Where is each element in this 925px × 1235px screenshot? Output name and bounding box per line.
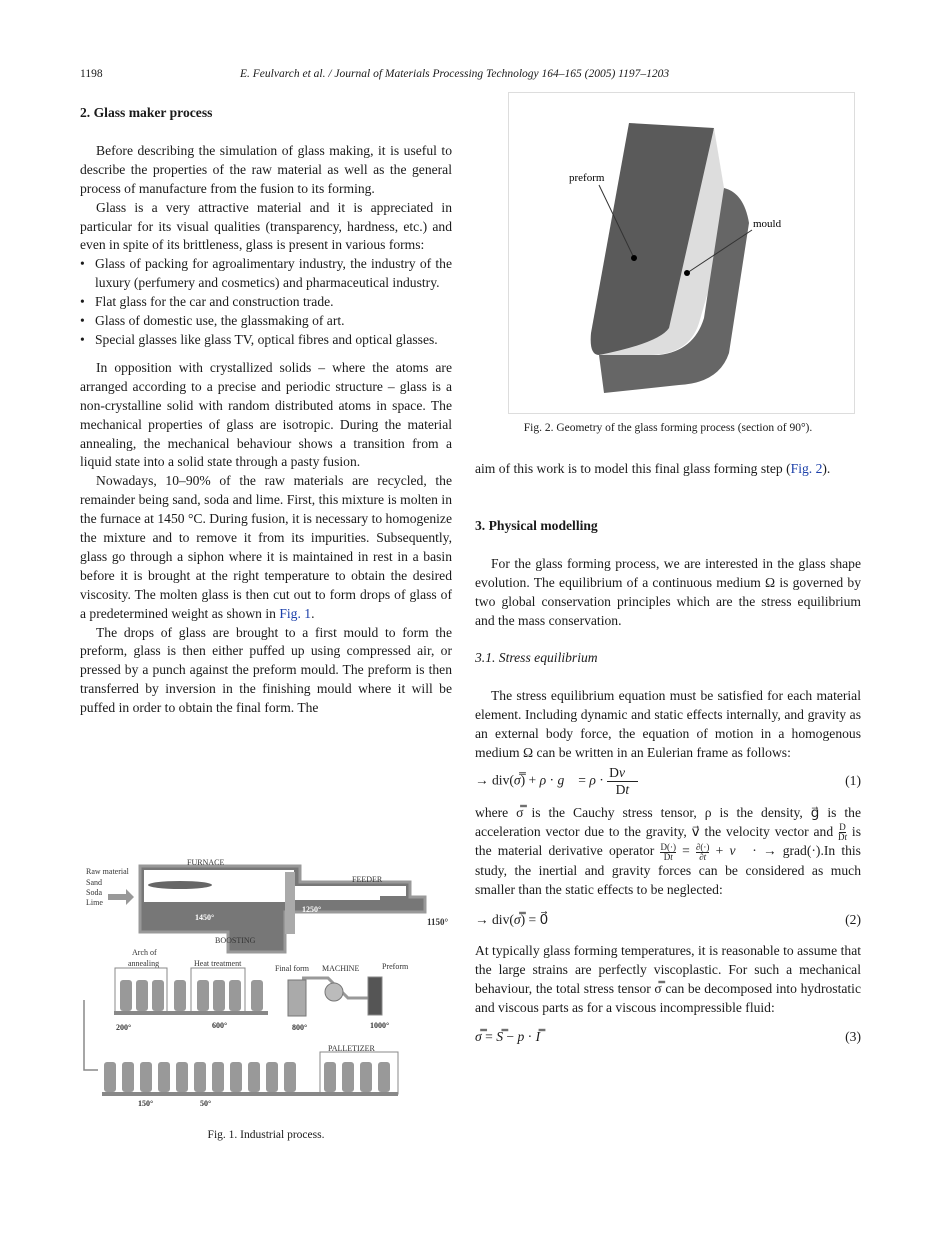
paragraph [80, 472, 452, 623]
fig1-link[interactable]: Fig. 1 [279, 605, 312, 621]
text: . [311, 605, 315, 621]
list-item: • Glass of packing for agroalimentary industry, the industry of the luxury (perfumery and cosmetics) and pharmaceutical industry. [95, 255, 452, 293]
paragraph: Before describing the simulation of glass making, it is useful to describe the properties of the raw material as well as the general process of manufacture from the fusion to its forming. [80, 142, 452, 196]
section-heading: 2. Glass maker process [80, 105, 213, 120]
final-mould [288, 980, 306, 1016]
fig1-label: 1150° [427, 917, 449, 927]
paragraph: The stress equilibrium equation must be satisfied for each material element. Including dynamic and static effects internally, and gravity as an external body force, the equation of motion in a homogenous medium Ω can be written in an Eulerian frame as follows: [475, 688, 861, 761]
bottles-row-2 [104, 1062, 390, 1092]
figure-2-geometry [509, 93, 854, 413]
fig1-label: 200° [116, 1023, 132, 1032]
figure-1-industrial-process [80, 852, 465, 1120]
figure-2-caption: Fig. 2. Geometry of the glass forming process (section of 90°). [523, 422, 813, 434]
figure-2-frame [508, 92, 855, 414]
paragraph: At typically glass forming temperatures, it is reasonable to assume that the large strains are perfectly viscoplastic. For such a mechanical behaviour, the total stress tensor σ̿ can be decomposed into hydrostatic and viscous parts as for a viscous incompressible fluid: [475, 943, 861, 1016]
equation-number: (3) [845, 1028, 861, 1044]
preform-dot [631, 255, 637, 261]
fig1-label: PALLETIZER [328, 1044, 375, 1053]
machine-wheel [325, 983, 343, 1001]
bullet-list [80, 255, 452, 350]
fig1-label: 1250° [302, 905, 322, 914]
right-column [475, 460, 861, 1047]
fig1-label: 800° [292, 1023, 308, 1032]
fig1-label: 150° [138, 1099, 154, 1108]
list-item: • Glass of domestic use, the glassmaking of art. [95, 312, 452, 331]
fig1-label: MACHINE [322, 964, 360, 973]
paragraph: where σ̿ is the Cauchy stress tensor, ρ is the density, g⃗ is the acceleration vector due to the gravity, v⃗ the velocity vector and $\frac{D}{Dt}$ is the material derivative operator $\frac{D(\cdot)}{Dt}$ = ∂(·) ∂t + v⃗ · → grad(·).In this study, the inertial and gravity forces can be considered as much smaller than the static effects to be neglected: [475, 804, 861, 897]
text: where σ̿ is the Cauchy stress tensor, ρ is the density, g⃗ is the acceleration vector due to the gravity, v⃗ the velocity vector and [475, 804, 861, 839]
mould-dot [684, 270, 690, 276]
fig1-label: Lime [86, 898, 103, 907]
fig1-label: 1450° [195, 913, 215, 922]
paragraph [475, 460, 861, 479]
arrow-icon [108, 889, 134, 905]
equation-2 [475, 911, 861, 930]
fig1-label: Raw material [86, 867, 129, 876]
fig1-label: 50° [200, 1099, 212, 1108]
fig1-label: 600° [212, 1021, 228, 1030]
fig2-link[interactable]: Fig. 2 [790, 461, 823, 476]
fig1-label: Preform [382, 962, 409, 971]
fig1-label: FEEDER [352, 875, 383, 884]
flame [148, 881, 212, 889]
preform-mould [368, 977, 382, 1015]
paragraph: Glass is a very attractive material and it is appreciated in particular for its visual qualities (transparency, hardness, etc.) and even in spite of its brittleness, glass is present in various forms: [80, 199, 452, 253]
wall [285, 872, 295, 934]
equation-body: → div(σ̿) = 0⃗ [475, 912, 549, 928]
figure-1-caption: Fig. 1. Industrial process. [207, 1129, 325, 1141]
fig1-label: Final form [275, 964, 309, 973]
fig1-label: FURNACE [187, 858, 225, 867]
conveyor [102, 1092, 398, 1096]
list-item: • Flat glass for the car and construction trade. [95, 293, 452, 312]
text: ). [822, 461, 831, 476]
paragraph: For the glass forming process, we are interested in the glass shape evolution. The equilibrium of a continuous medium Ω is governed by two global conservation principles which are the stress equilibrium and the mass conservation. [475, 555, 861, 628]
mould-label: mould [753, 218, 782, 230]
fig1-label: annealing [128, 959, 160, 968]
fig1-label: 1000° [370, 1021, 390, 1030]
text: → grad(·).In this study, the inertial and gravity forces can be considered as much smaller than the static effects to be neglected: [475, 843, 861, 897]
left-column [80, 104, 452, 718]
section-heading: 3. Physical modelling [475, 517, 598, 533]
running-title: E. Feulvarch et al. / Journal of Materials Processing Technology 164–165 (2005) 1197–1203 [240, 68, 670, 80]
preform-label: preform [569, 172, 605, 184]
text: Nowadays, 10–90% of the raw materials are recycled, the remainder being sand, soda and lime. First, this mixture is molten in the furnace at 1450 °C. During fusion, it is necessary to homogenize the mixture and to remove it from its impurities. Subsequently, glass go through a siphon where it is maintained in rest in a basin before it is brought at the right temperature to obtain the desired viscosity. The molten glass is then cut out to form drops of glass of a predetermined weight as shown in [80, 473, 452, 621]
text: aim of this work is to model this final glass forming step ( [475, 461, 791, 476]
list-item: • Special glasses like glass TV, optical fibres and optical glasses. [95, 331, 452, 350]
fig1-label: Arch of [132, 948, 157, 957]
fig1-label: BOOSTING [215, 936, 256, 945]
fig1-label: Soda [86, 888, 102, 897]
subsection-heading: 3.1. Stress equilibrium [475, 650, 598, 666]
equation-3 [475, 1028, 861, 1047]
equation-number: (2) [845, 912, 861, 928]
equation-1 [475, 765, 861, 798]
text: is the material derivative operator [475, 823, 861, 859]
conveyor [114, 1011, 268, 1015]
fig1-label: Heat treatment [194, 959, 242, 968]
return-arrow [84, 1000, 98, 1070]
equation-body: σ̿ = S̿ − p · I̿ [475, 1028, 541, 1044]
paragraph: The drops of glass are brought to a first mould to form the preform, glass is then either puffed up using compressed air, or pressed by a punch against the preform mould. The preform is then transferred by inversion in the finishing mould where it will be puffed in order to obtain the final form. The [80, 624, 452, 716]
paragraph: In opposition with crystallized solids – where the atoms are arranged according to a precise and periodic structure – glass is a non-crystalline solid with random distributed atoms in space. The mechanical properties of glass are isotropic. During the material annealing, the mechanical behaviour shows a transition from a liquid state into a solid state through a pasty fusion. [80, 359, 452, 470]
fig1-label: Sand [86, 878, 102, 887]
page-number: 1198 [80, 68, 103, 80]
equation-body: → div(σ̿) + ρ · g⃗ = ρ · $\frac{Dv⃗}{Dt}$ [475, 764, 636, 797]
equation-number: (1) [845, 773, 861, 789]
